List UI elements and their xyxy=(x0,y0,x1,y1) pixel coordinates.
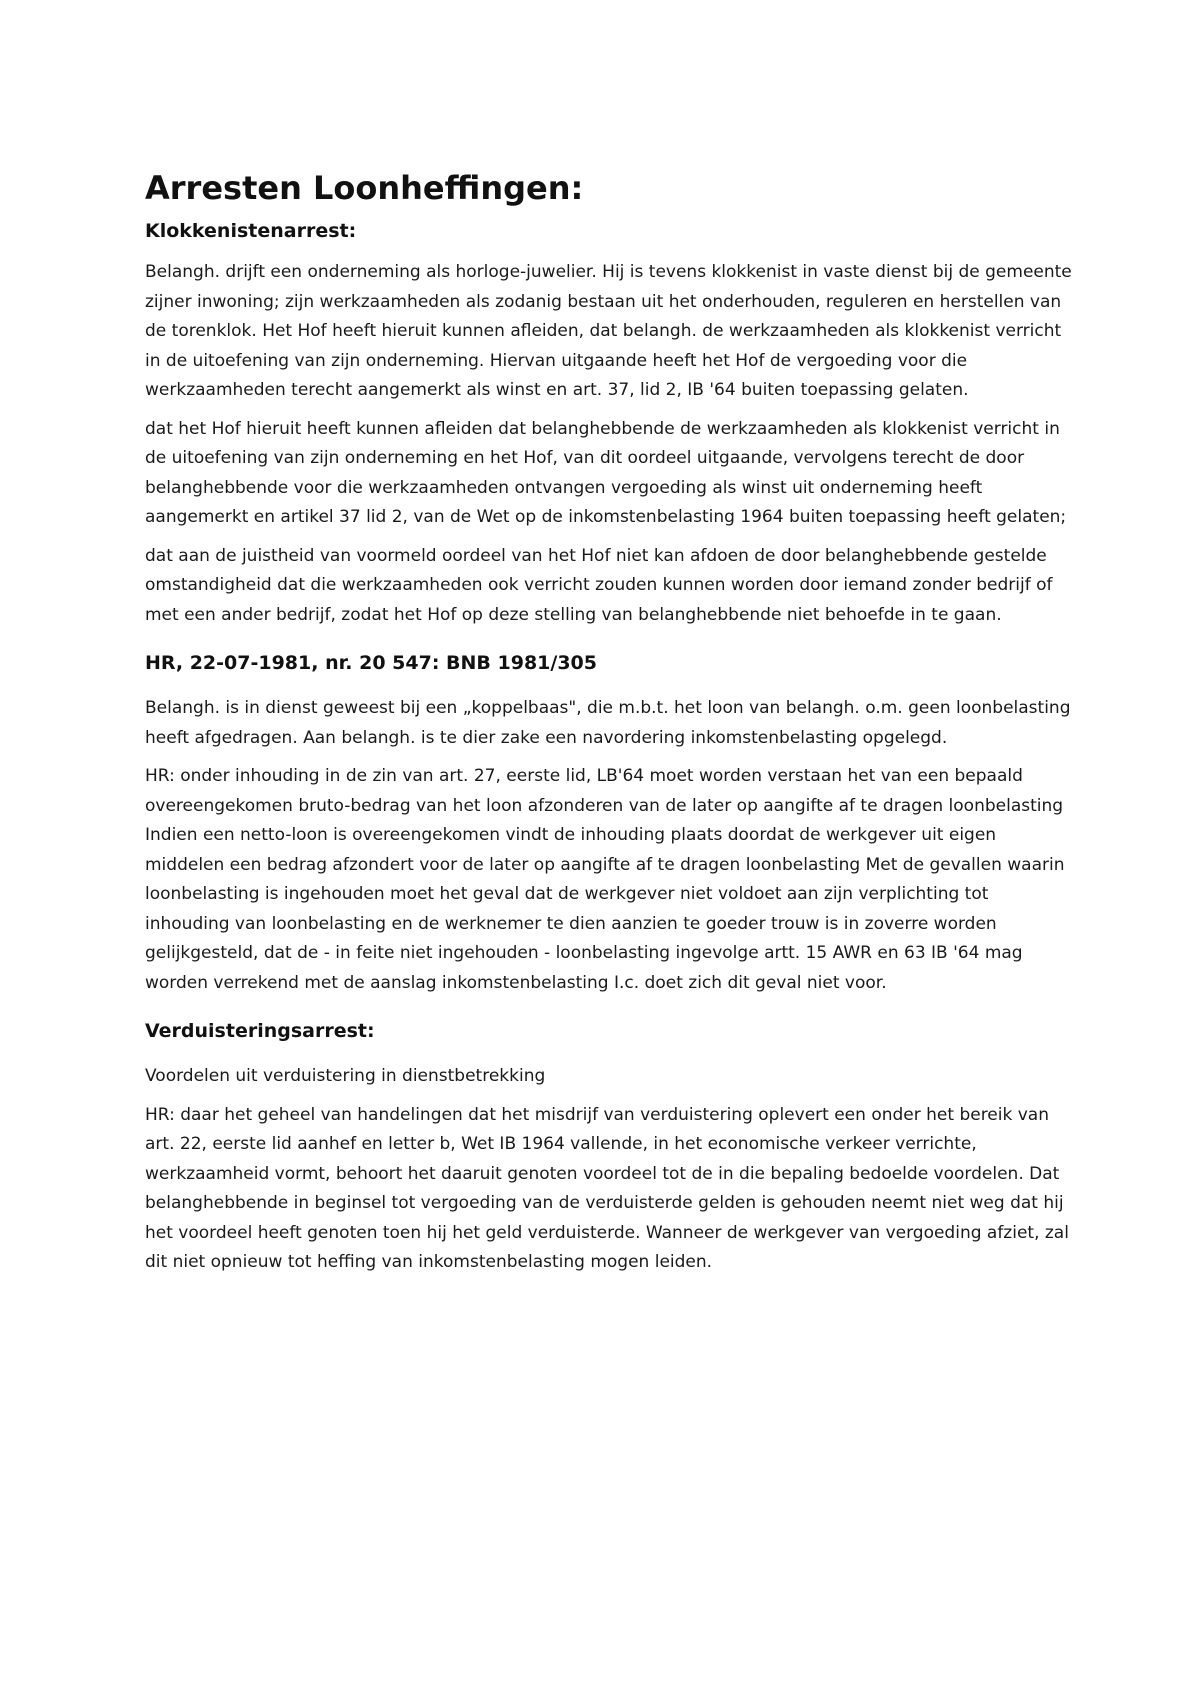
paragraph: HR: daar het geheel van handelingen dat het misdrijf van verduistering oplevert een onder het bereik van art. 22, eerste lid aanhef en letter b, Wet IB 1964 vallende, in het economische verkeer verrichte, werkzaamheid vormt, behoort het daaruit genoten voordeel tot de in die bepaling bedoelde voordelen. Dat belanghebbende in beginsel tot vergoeding van de verduisterde gelden is gehouden neemt niet weg dat hij het voordeel heeft genoten toen hij het geld verduisterde. Wanneer de werkgever van vergoeding afziet, zal dit niet opnieuw tot heffing van inkomstenbelasting mogen leiden. xyxy=(145,1104,1069,1272)
section-heading-verduisteringsarrest: Verduisteringsarrest: xyxy=(145,1020,375,1042)
document-page xyxy=(145,168,1075,1287)
paragraph: dat aan de juistheid van voormeld oordeel van het Hof niet kan afdoen de door belanghebbende gestelde omstandigheid dat die werkzaamheden ook verricht zouden kunnen worden door iemand zonder bedrijf of met een ander bedrijf, zodat het Hof op deze stelling van belanghebbende niet behoefde in te gaan. xyxy=(145,545,1053,625)
section-heading-klokkenistenarrest: Klokkenistenarrest: xyxy=(145,220,357,242)
paragraph: Belangh. is in dienst geweest bij een „koppelbaas", die m.b.t. het loon van belangh. o.m. geen loonbelasting heeft afgedragen. Aan belangh. is te dier zake een navordering inkomstenbelasting opgelegd. xyxy=(145,698,1071,748)
paragraph: HR: onder inhouding in de zin van art. 27, eerste lid, LB'64 moet worden verstaan het van een bepaald overeengekomen bruto-bedrag van het loon afzonderen van de later op aangifte af te dragen loonbelasting Indien een netto-loon is overeengekomen vindt de inhouding plaats doordat de werkgever uit eigen middelen een bedrag afzondert voor de later op aangifte af te dragen loonbelasting Met de gevallen waarin loonbelasting is ingehouden moet het geval dat de werkgever niet voldoet aan zijn verplichting tot inhouding van loonbelasting en de werknemer te dien aanzien te goeder trouw is in zoverre worden gelijkgesteld, dat de - in feite niet ingehouden - loonbelasting ingevolge artt. 15 AWR en 63 IB '64 mag worden verrekend met de aanslag inkomstenbelasting I.c. doet zich dit geval niet voor. xyxy=(145,766,1065,993)
paragraph: dat het Hof hieruit heeft kunnen afleiden dat belanghebbende de werkzaamheden als klokkenist verricht in de uitoefening van zijn onderneming en het Hof, van dit oordeel uitgaande, vervolgens terecht de door belanghebbende voor die werkzaamheden ontvangen vergoeding als winst uit onderneming heeft aangemerkt en artikel 37 lid 2, van de Wet op de inkomstenbelasting 1964 buiten toepassing heeft gelaten; xyxy=(145,418,1067,527)
paragraph: Belangh. drijft een onderneming als horloge-juwelier. Hij is tevens klokkenist in vaste dienst bij de gemeente zijner inwoning; zijn werkzaamheden als zodanig bestaan uit het onderhouden, reguleren en herstellen van de torenklok. Het Hof heeft hieruit kunnen afleiden, dat belangh. de werkzaamheden als klokkenist verricht in de uitoefening van zijn onderneming. Hiervan uitgaande heeft het Hof de vergoeding voor die werkzaamheden terecht aangemerkt als winst en art. 37, lid 2, IB '64 buiten toepassing gelaten. xyxy=(145,262,1072,400)
paragraph: Voordelen uit verduistering in dienstbetrekking xyxy=(145,1066,546,1086)
document-title: Arresten Loonheffingen: xyxy=(145,169,584,207)
section-heading-hr-1981: HR, 22-07-1981, nr. 20 547: BNB 1981/305 xyxy=(145,652,597,674)
